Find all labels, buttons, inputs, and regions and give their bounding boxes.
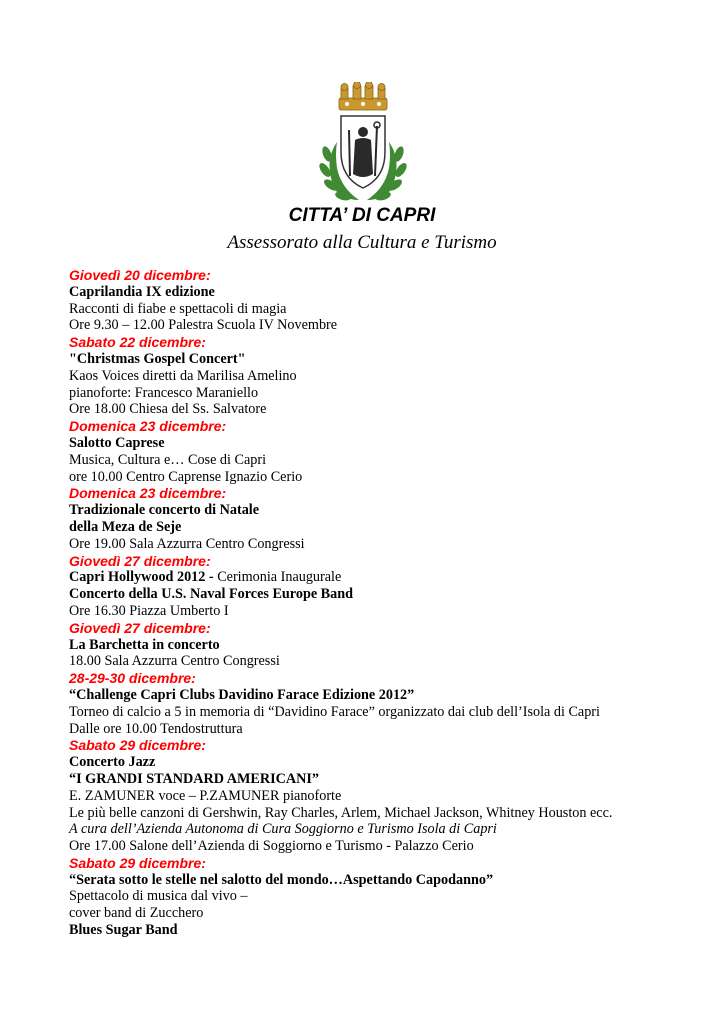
event-detail-line (69, 821, 709, 838)
event-detail-text: Spettacolo di musica dal vivo – (69, 888, 248, 905)
event-date: Sabato 29 dicembre: (69, 854, 206, 871)
event-date: Giovedì 20 dicembre: (69, 267, 211, 283)
event-detail-text: Ore 19.00 Sala Azzurra Centro Congressi (69, 535, 305, 552)
event-detail-text: “Serata sotto le stelle nel salotto del mondo…Aspettando Capodanno” (69, 871, 494, 888)
event-date: Giovedì 27 dicembre: (69, 619, 211, 636)
event-detail-line (69, 888, 709, 905)
event-detail-line (69, 586, 709, 603)
event-detail-text: Ore 16.30 Piazza Umberto I (69, 602, 229, 619)
event-detail-line (69, 301, 709, 318)
event-detail-line (69, 603, 709, 620)
event-detail-line (69, 721, 709, 738)
event-detail-line (69, 788, 709, 805)
event-list (69, 267, 709, 939)
event-detail-text: Le più belle canzoni di Gershwin, Ray Charles, Arlem, Michael Jackson, Whitney Houston ecc. (69, 804, 613, 821)
event-detail-text: Ore 17.00 Salone dell’Azienda di Soggiorno e Turismo - Palazzo Cerio (69, 838, 474, 855)
event-detail-text: “I GRANDI STANDARD AMERICANI” (69, 770, 320, 787)
event-detail-text: ore 10.00 Centro Caprense Ignazio Cerio (69, 468, 303, 485)
event-date: Giovedì 27 dicembre: (69, 552, 211, 569)
event-detail-text: Dalle ore 10.00 Tendostruttura (69, 720, 243, 737)
event-detail-line (69, 317, 709, 334)
event-detail-line (69, 805, 709, 822)
department-title: Assessorato alla Cultura e Turismo (227, 232, 497, 253)
event-date: Sabato 29 dicembre: (69, 737, 206, 754)
event-detail-line (69, 502, 709, 519)
event-detail-text: Torneo di calcio a 5 in memoria di “Davidino Farace” organizzato dai club dell’Isola di Capri (69, 703, 600, 720)
event-detail-text: E. ZAMUNER voce – P.ZAMUNER pianoforte (69, 787, 342, 804)
event-detail-line (69, 536, 709, 553)
event-detail-line (69, 368, 709, 385)
event-detail-line (69, 687, 709, 704)
event-detail-line (69, 653, 709, 670)
event-detail-text: Ore 18.00 Chiesa del Ss. Salvatore (69, 401, 267, 418)
event-detail-line (69, 284, 709, 301)
event-detail-text: Caprilandia IX edizione (69, 283, 215, 300)
event-detail-line (69, 771, 709, 788)
event-detail-line (69, 469, 709, 486)
event-detail-text: La Barchetta in concerto (69, 636, 220, 653)
event-detail-text: “Challenge Capri Clubs Davidino Farace Edizione 2012” (69, 686, 415, 703)
event-detail-line (69, 922, 709, 939)
event-detail-text: Salotto Caprese (69, 434, 165, 451)
city-title: CITTA’ DI CAPRI (288, 205, 436, 226)
event-detail-text: della Meza de Seje (69, 518, 182, 535)
event-detail-line (69, 754, 709, 771)
event-date: Sabato 22 dicembre: (69, 334, 206, 351)
event-detail-text-rest: Cerimonia Inaugurale (217, 569, 342, 586)
event-detail-line (69, 519, 709, 536)
event-detail-line (69, 637, 709, 654)
event-detail-text: Blues Sugar Band (69, 922, 178, 939)
event-detail-text: Musica, Cultura e… Cose di Capri (69, 451, 267, 468)
event-detail-line (69, 452, 709, 469)
event-detail-line (69, 872, 709, 889)
event-detail-line (69, 401, 709, 418)
event-detail-line (69, 569, 709, 586)
event-detail-line (69, 385, 709, 402)
event-detail-text: pianoforte: Francesco Maraniello (69, 384, 259, 401)
event-detail-text: Ore 9.30 – 12.00 Palestra Scuola IV Novembre (69, 317, 338, 334)
event-detail-line (69, 435, 709, 452)
event-detail-text: "Christmas Gospel Concert" (69, 350, 246, 367)
event-date: 28-29-30 dicembre: (69, 670, 196, 687)
event-detail-text: 18.00 Sala Azzurra Centro Congressi (69, 653, 280, 670)
event-detail-line (69, 838, 709, 855)
event-detail-text: Concerto Jazz (69, 754, 156, 771)
event-detail-text: Capri Hollywood 2012 - (69, 569, 218, 586)
event-detail-line (69, 905, 709, 922)
capri-coat-of-arms-icon (315, 82, 411, 206)
event-detail-text: A cura dell’Azienda Autonoma di Cura Soggiorno e Turismo Isola di Capri (69, 821, 497, 838)
event-detail-text: Racconti di fiabe e spettacoli di magia (69, 300, 287, 317)
event-detail-line (69, 351, 709, 368)
event-date: Domenica 23 dicembre: (69, 485, 227, 502)
event-detail-text: Concerto della U.S. Naval Forces Europe Band (69, 586, 354, 603)
event-detail-text: cover band di Zucchero (69, 905, 204, 922)
event-detail-text: Kaos Voices diretti da Marilisa Amelino (69, 367, 297, 384)
event-detail-text: Tradizionale concerto di Natale (69, 502, 260, 519)
event-date: Domenica 23 dicembre: (69, 418, 227, 435)
event-detail-line (69, 704, 709, 721)
